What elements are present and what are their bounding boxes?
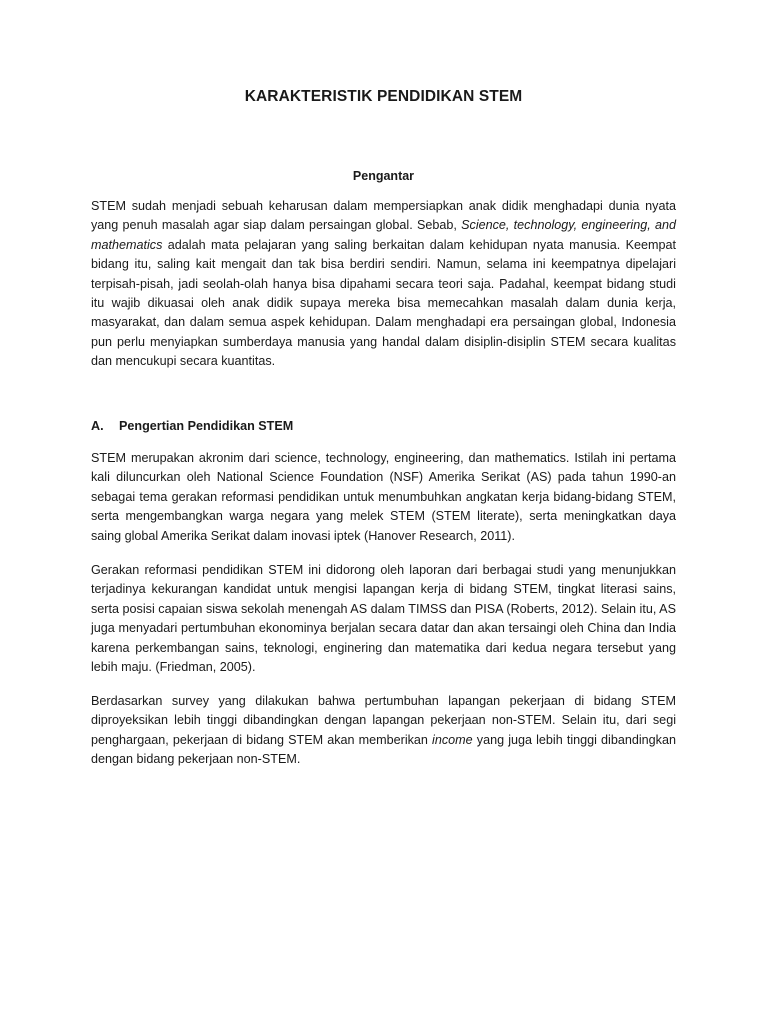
section-a-heading: [91, 419, 676, 433]
section-a-label: A.: [91, 419, 104, 433]
section-a-paragraph-2: Gerakan reformasi pendidikan STEM ini didorong oleh laporan dari berbagai studi yang menunjukkan terjadinya kekurangan kandidat untuk mengisi lapangan kerja di bidang STEM, tingkat literasi sains, serta posisi capaian siswa sekolah menengah AS dalam TIMSS dan PISA (Roberts, 2012). Selain itu, AS juga menyadari pertumbuhan ekonominya berjalan secara datar dan akan tersaingi oleh China dan India karena perkembangan sains, teknologi, enginering dan matematika dari kedua negara tersebut yang lebih maju. (Friedman, 2005).: [91, 563, 676, 675]
intro-italic-terms: Science, technology, engineering, and mathematics: [91, 218, 676, 252]
section-a-paragraph-1: STEM merupakan akronim dari science, technology, engineering, dan mathematics. Istilah ini pertama kali diluncurkan oleh National Science Foundation (NSF) Amerika Serikat (AS) pada tahun 1990-an sebagai tema gerakan reformasi pendidikan untuk menumbuhkan angkatan kerja bidang-bidang STEM, serta mengembangkan warga negara yang melek STEM (STEM literate), serta meningkatkan daya saing global Amerika Serikat dalam inovasi iptek (Hanover Research, 2011).: [91, 451, 676, 543]
income-italic-term: income: [432, 732, 473, 747]
document-title: KARAKTERISTIK PENDIDIKAN STEM: [244, 88, 523, 105]
intro-paragraph: [91, 197, 676, 372]
section-a-paragraph-3: [91, 692, 676, 770]
intro-text-part-2: adalah mata pelajaran yang saling berkaitan dalam kehidupan nyata manusia. Keempat bidang itu, saling kait mengait dan tak bisa berdiri sendiri. Namun, selama ini keempatnya dipelajari terpisah-pisah, jadi seolah-olah hanya bisa dipahami secara teori saja. Padahal, keempat bidang studi itu wajib dikuasai oleh anak didik supaya mereka bisa memecahkan masalah dalam dunia kerja, masyarakat, dan dalam semua aspek kehidupan. Dalam menghadapi era persaingan global, Indonesia pun perlu menyiapkan sumberdaya manusia yang handal dalam disiplin-disiplin STEM secara kualitas dan mencukupi secara kuantitas.: [91, 237, 676, 369]
intro-heading: Pengantar: [352, 169, 415, 183]
section-a-paragraph-3-part-1: Berdasarkan survey yang dilakukan bahwa pertumbuhan lapangan pekerjaan di bidang STEM diproyeksikan lebih tinggi dibandingkan dengan lapangan pekerjaan non-STEM. Selain itu, dari segi penghargaan, pekerjaan di bidang STEM akan memberikan: [91, 694, 676, 747]
section-a-title: Pengertian Pendidikan STEM: [119, 419, 294, 433]
section-a-paragraph-3-part-2: yang juga lebih tinggi dibandingkan dengan bidang pekerjaan non-STEM.: [91, 732, 676, 767]
intro-text-part-1: STEM sudah menjadi sebuah keharusan dalam mempersiapkan anak didik menghadapi dunia nyata yang penuh masalah agar siap dalam persaingan global. Sebab,: [91, 199, 676, 233]
